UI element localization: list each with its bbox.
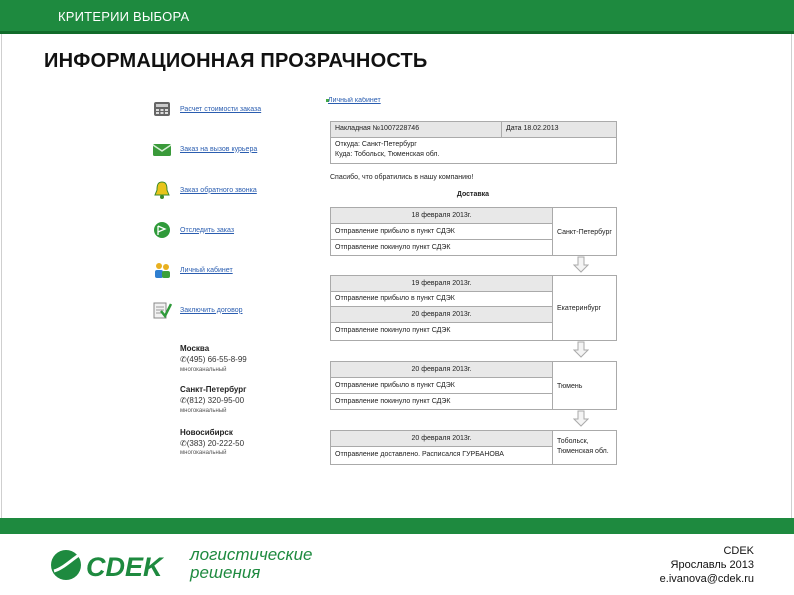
arrow-down-icon	[573, 410, 589, 427]
tracking-location: Екатеринбург	[557, 305, 602, 312]
menu-item-courier[interactable]	[152, 137, 257, 161]
cabinet-link[interactable]: Личный кабинет	[328, 97, 381, 104]
menu-item-label: Отследить заказ	[180, 226, 235, 234]
menu-item-callback[interactable]	[152, 178, 257, 202]
cdek-logo	[50, 549, 182, 581]
waybill-from: Откуда: Санкт-Петербург	[335, 141, 417, 148]
contact-phone: ✆(383) 20-222-50	[180, 439, 245, 448]
delivery-title: Доставка	[456, 191, 490, 198]
section-label: КРИТЕРИИ ВЫБОРА	[58, 9, 190, 24]
tracking-location: Тобольск, Тюменская обл.	[557, 438, 609, 455]
tracking-event: Отправление доставлено. Расписался ГУРБАНОВА	[335, 451, 504, 458]
waybill-number: Накладная №1007228746	[335, 125, 420, 132]
arrow-down-icon	[573, 256, 589, 273]
waybill-box	[330, 121, 617, 164]
email-link[interactable]: e.ivanova@cdek.ru	[659, 573, 754, 585]
tracking-event: Отправление покинуло пункт СДЭК	[335, 398, 451, 405]
arrow-down-icon	[573, 341, 589, 358]
row-divider	[331, 239, 552, 240]
svg-text:CDEK: CDEK	[86, 552, 163, 581]
contact-note: многоканальный	[180, 450, 227, 456]
tracking-block	[330, 275, 617, 341]
tracking-block	[330, 430, 617, 465]
people-icon	[152, 260, 172, 280]
contact-phone: ✆(812) 320-95-00	[180, 396, 245, 405]
website-screenshot	[148, 97, 617, 465]
contact-block	[660, 544, 754, 586]
tracking-location: Тюмень	[557, 383, 583, 390]
menu-item-label: Личный кабинет	[180, 266, 233, 274]
contact-city: Санкт-Петербург	[180, 385, 247, 394]
tracking-date: 19 февраля 2013г.	[331, 275, 552, 292]
column-divider	[552, 276, 553, 340]
tracking-date: 20 февраля 2013г.	[331, 430, 552, 447]
row-divider	[331, 393, 552, 394]
menu-item-track[interactable]	[152, 218, 234, 242]
calculator-icon	[152, 99, 172, 119]
tracking-block	[330, 207, 617, 256]
column-divider	[552, 362, 553, 409]
contact-note: многоканальный	[180, 367, 227, 373]
contact-city: Москва	[180, 344, 210, 353]
track-globe-icon	[152, 220, 172, 240]
city-year: Ярославль 2013	[670, 559, 754, 571]
frame-left-border	[1, 34, 2, 518]
thanks-text: Спасибо, что обратились в нашу компанию!	[330, 174, 474, 181]
tracking-event: Отправление прибыло в пункт СДЭК	[335, 228, 455, 235]
logo-tagline: логистические	[190, 545, 313, 564]
waybill-header	[331, 122, 616, 138]
menu-item-cabinet[interactable]	[152, 258, 233, 282]
menu-item-label: Заказ на вызов курьера	[180, 145, 258, 153]
tracking-date: 20 февраля 2013г.	[331, 361, 552, 378]
waybill-to: Куда: Тобольск, Тюменская обл.	[335, 151, 440, 158]
menu-item-contract[interactable]	[152, 298, 243, 322]
frame-right-border	[791, 34, 792, 518]
tracking-event: Отправление покинуло пункт СДЭК	[335, 244, 451, 251]
waybill-date: Дата 18.02.2013	[506, 125, 559, 132]
tracking-block	[330, 361, 617, 410]
contact-note: многоканальный	[180, 408, 227, 414]
column-divider	[552, 208, 553, 255]
tracking-event: Отправление прибыло в пункт СДЭК	[335, 382, 455, 389]
tracking-event: Отправление покинуло пункт СДЭК	[335, 327, 451, 334]
menu-item-label: Заказ обратного звонка	[180, 186, 257, 194]
logo-tagline: решения	[190, 563, 261, 582]
top-bar	[0, 0, 794, 34]
contact-city: Новосибирск	[180, 428, 233, 437]
contact-phone: ✆(495) 66-55-8-99	[180, 355, 247, 364]
bell-icon	[152, 180, 172, 200]
column-divider	[552, 431, 553, 464]
menu-item-label: Заключить договор	[180, 306, 243, 314]
company-name: CDEK	[723, 545, 754, 557]
tracking-location: Санкт-Петербург	[557, 229, 612, 236]
menu-item-calc[interactable]	[152, 97, 261, 121]
tracking-date: 20 февраля 2013г.	[331, 306, 552, 323]
slide-title: ИНФОРМАЦИОННАЯ ПРОЗРАЧНОСТЬ	[44, 50, 428, 72]
tracking-event: Отправление прибыло в пункт СДЭК	[335, 295, 455, 302]
waybill-divider	[501, 122, 502, 137]
tracking-date: 18 февраля 2013г.	[331, 207, 552, 224]
menu-item-label: Расчет стоимости заказа	[180, 105, 262, 113]
contract-check-icon	[152, 300, 172, 320]
footer-bar	[0, 518, 794, 534]
envelope-icon	[152, 139, 172, 159]
